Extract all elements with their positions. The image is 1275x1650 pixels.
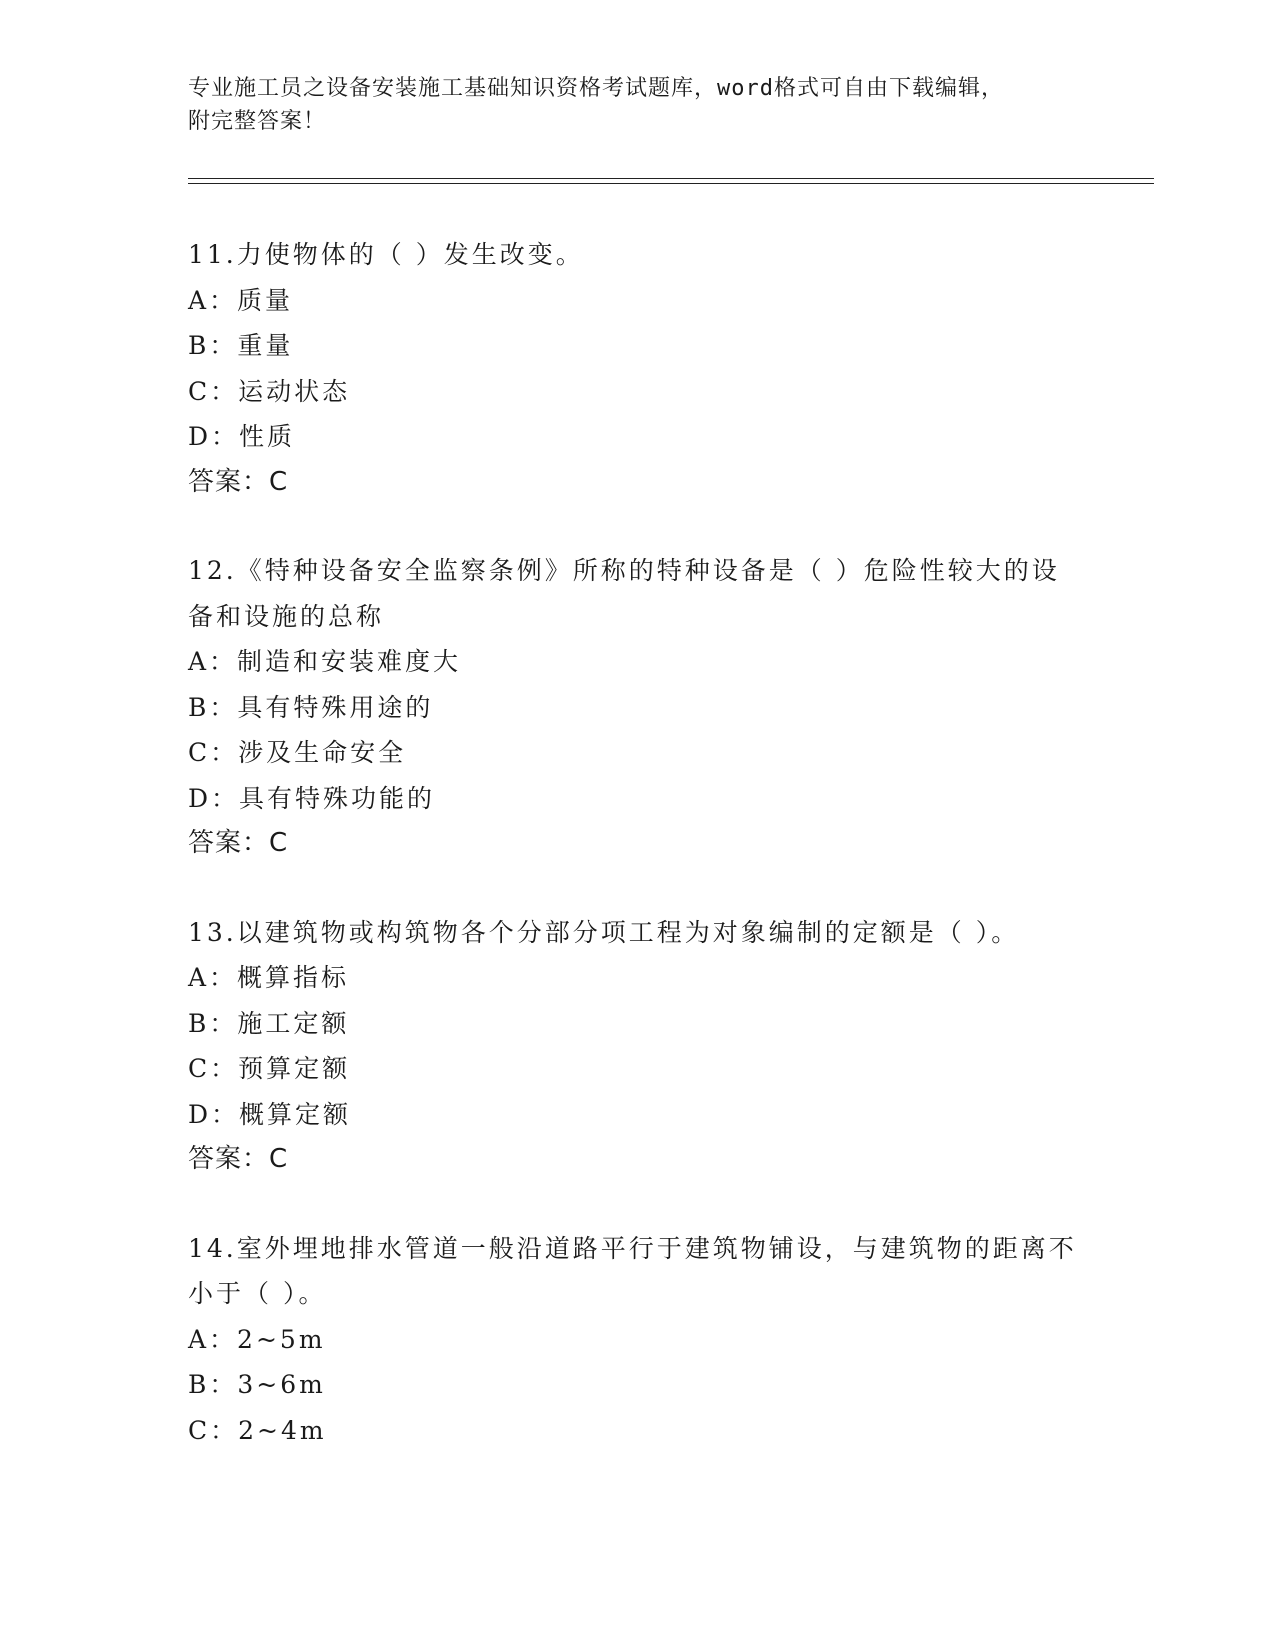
question-14: [188, 1226, 1088, 1454]
question-stem: 11.力使物体的（ ）发生改变。: [188, 240, 584, 269]
question-list: [188, 232, 1088, 1496]
option-c: C：涉及生命安全: [188, 738, 407, 767]
option-d: D：概算定额: [188, 1099, 352, 1129]
option-b: B：具有特殊用途的: [188, 692, 434, 722]
question-stem: 13.以建筑物或构筑物各个分部分项工程为对象编制的定额是（ ）。: [188, 917, 1020, 947]
question-13: [188, 910, 1088, 1183]
answer-label: 答案：C: [188, 1144, 289, 1174]
question-12: [188, 548, 1088, 867]
option-c: C：运动状态: [188, 376, 351, 406]
question-stem: 12.《特种设备安全监察条例》所称的特种设备是（ ）危险性较大的设备和设施的总称: [188, 556, 1060, 631]
answer-label: 答案：C: [188, 466, 289, 497]
header-line-1: 专业施工员之设备安装施工基础知识资格考试题库，word格式可自由下载编辑，: [188, 76, 1004, 101]
option-d: D：性质: [188, 422, 296, 451]
option-a: A：质量: [188, 285, 294, 315]
option-a: A：制造和安装难度大: [188, 647, 462, 676]
header-divider-bottom: [188, 183, 1154, 184]
option-d: D：具有特殊功能的: [188, 783, 436, 813]
document-header: [188, 72, 1088, 138]
option-a: A：2~5m: [188, 1324, 326, 1354]
option-b: B：施工定额: [188, 1008, 350, 1038]
question-stem: 14.室外埋地排水管道一般沿道路平行于建筑物铺设，与建筑物的距离不小于（ ）。: [188, 1233, 1077, 1308]
option-b: B：重量: [188, 331, 294, 360]
option-b: B：3~6m: [188, 1370, 326, 1399]
option-a: A：概算指标: [188, 963, 350, 992]
option-c: C：预算定额: [188, 1054, 351, 1083]
option-c: C：2~4m: [188, 1415, 327, 1445]
answer-label: 答案：C: [188, 828, 289, 858]
header-line-2: 附完整答案！: [188, 109, 327, 134]
question-11: [188, 232, 1088, 505]
header-divider-top: [188, 178, 1154, 179]
